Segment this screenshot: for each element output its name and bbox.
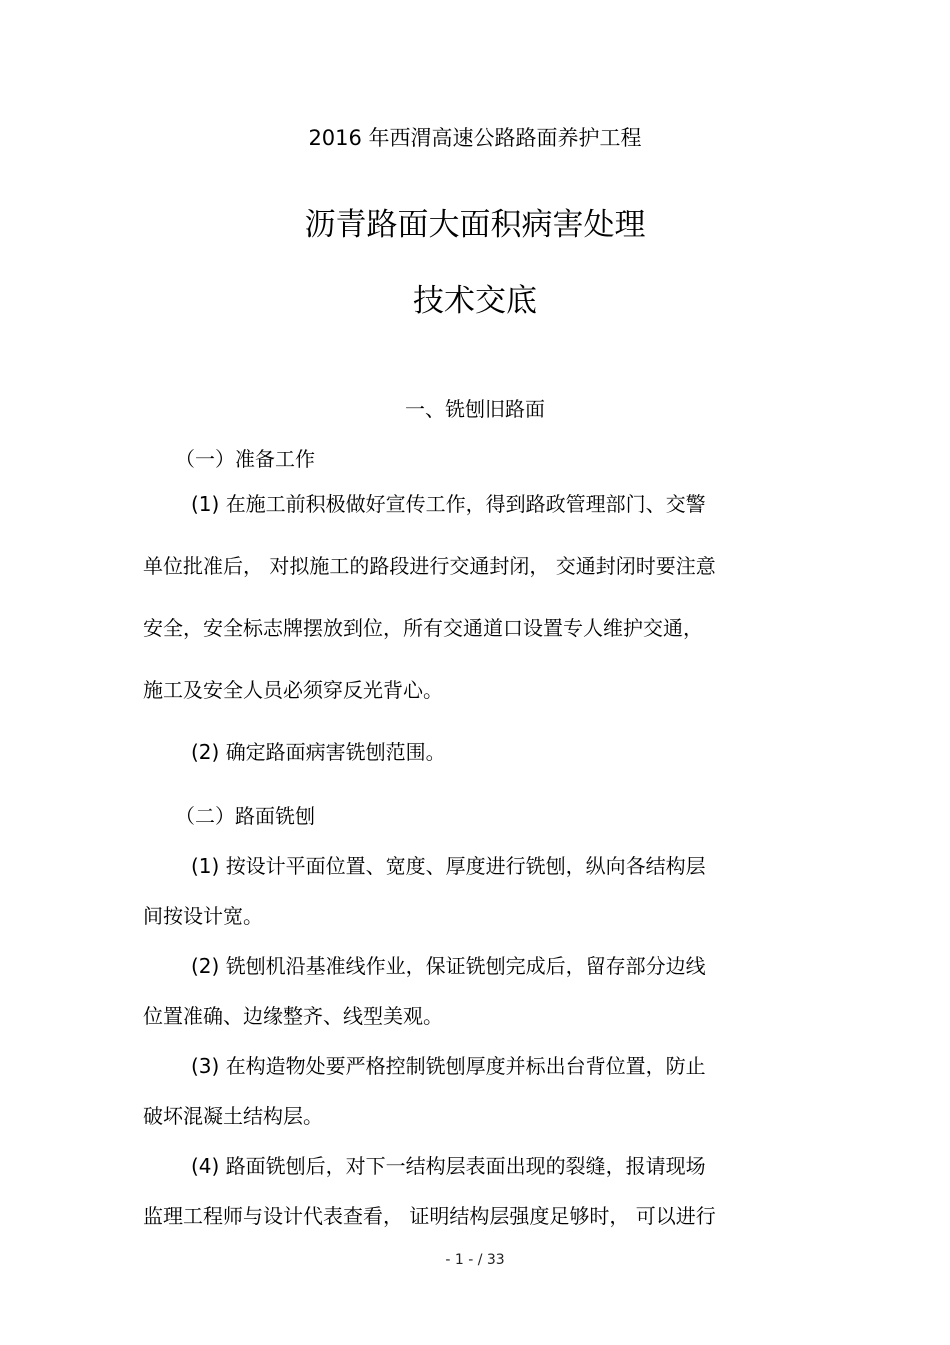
sub-heading-preparation: （一）准备工作 (175, 447, 315, 471)
paragraph-line: (1) 按设计平面位置、宽度、厚度进行铣刨，纵向各结构层 (191, 854, 706, 878)
page-number-indicator: - 1 - / 33 (445, 1252, 505, 1268)
paragraph-line: 间按设计宽。 (143, 904, 263, 928)
section-heading: 一、铣刨旧路面 (405, 397, 545, 421)
paragraph-line: (2) 铣刨机沿基准线作业，保证铣刨完成后，留存部分边线 (191, 954, 706, 978)
paragraph-line: 安全，安全标志牌摆放到位，所有交通道口设置专人维护交通， (143, 616, 703, 640)
paragraph-line: 位置准确、边缘整齐、线型美观。 (143, 1004, 443, 1028)
paragraph-line: 监理工程师与设计代表查看， 证明结构层强度足够时， 可以进行 (143, 1204, 716, 1228)
main-title-line2: 技术交底 (413, 283, 537, 319)
paragraph-line: (3) 在构造物处要严格控制铣刨厚度并标出台背位置，防止 (191, 1054, 706, 1078)
main-title-line1: 沥青路面大面积病害处理 (304, 207, 646, 243)
sub-heading-milling: （二）路面铣刨 (175, 804, 315, 828)
paragraph-line: 单位批准后， 对拟施工的路段进行交通封闭， 交通封闭时要注意 (143, 554, 716, 578)
paragraph-line: (2) 确定路面病害铣刨范围。 (191, 740, 446, 764)
paragraph-line: 施工及安全人员必须穿反光背心。 (143, 678, 443, 702)
project-title: 2016 年西渭高速公路路面养护工程 (308, 126, 642, 150)
paragraph-line: 破坏混凝土结构层。 (143, 1104, 323, 1128)
paragraph-line: (1) 在施工前积极做好宣传工作，得到路政管理部门、交警 (191, 492, 706, 516)
paragraph-line: (4) 路面铣刨后，对下一结构层表面出现的裂缝，报请现场 (191, 1154, 706, 1178)
